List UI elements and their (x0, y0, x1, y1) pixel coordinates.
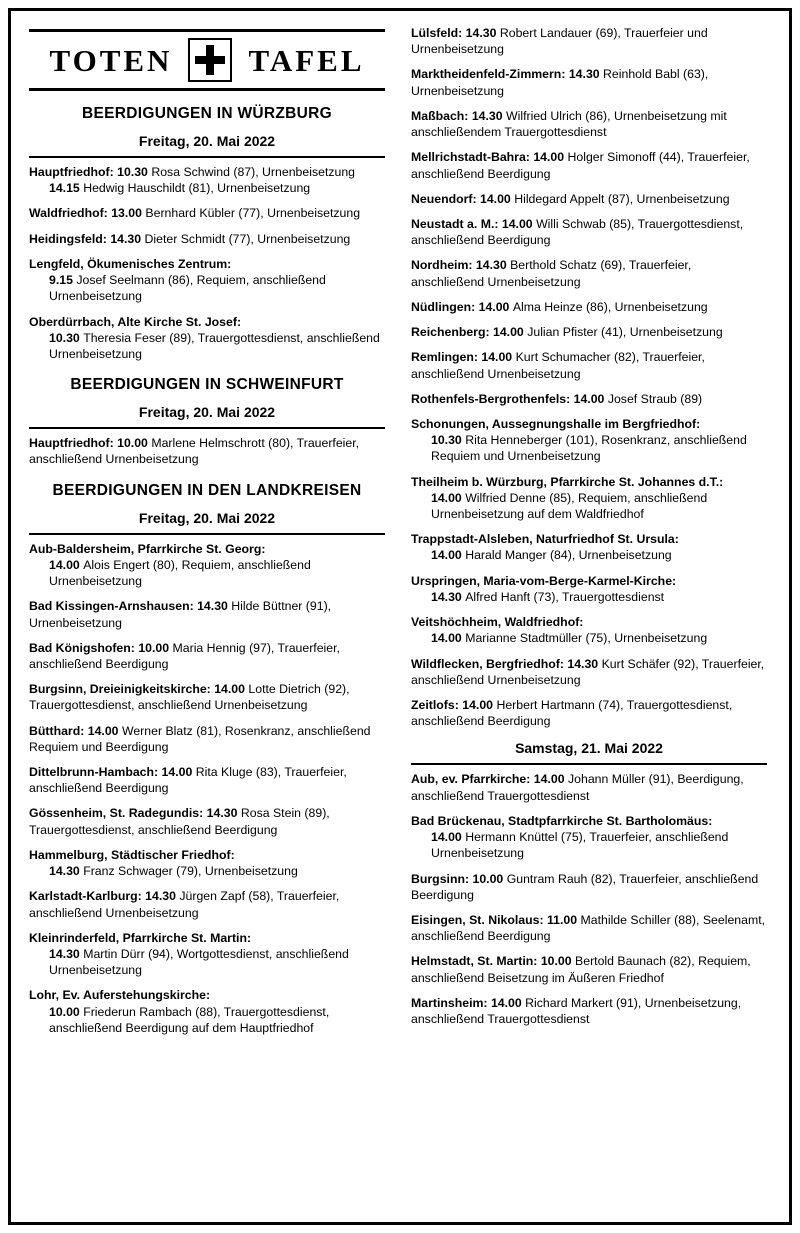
entry-line (29, 863, 385, 879)
obituary-entry (411, 573, 767, 605)
entry-place: Bad Königshofen: (29, 640, 139, 655)
entry-text: Bertold Baunach (82), Requiem, anschließend Beisetzung im Äußeren Friedhof (411, 954, 751, 985)
entry-place: Veitshöchheim, Waldfriedhof: (411, 615, 584, 630)
right-column (411, 25, 767, 1212)
entry-line (29, 272, 385, 304)
obituary-entry (29, 640, 385, 672)
entry-text: Berthold Schatz (69), Trauerfeier, anschließend Urnenbeisetzung (411, 258, 692, 289)
entry-time: 14.30 (465, 26, 500, 40)
entry-time: 14.00 (573, 391, 608, 406)
entry-time: 14.00 (462, 698, 497, 712)
obituary-entry (29, 435, 385, 467)
entry-line (411, 149, 767, 181)
entry-time: 9.15 (49, 273, 77, 288)
entry-time: 14.00 (161, 765, 196, 780)
obituary-entry (411, 149, 767, 181)
entry-text: Jürgen Zapf (58), Trauerfeier, anschließend Urnenbeisetzung (29, 889, 340, 920)
obituary-entry (411, 871, 767, 903)
entry-text: Richard Markert (91), Urnenbeisetzung, anschließend Trauergottesdienst (411, 995, 742, 1027)
entry-time: 14.00 (501, 216, 537, 231)
entry-text: Friederun Rambach (88), Trauergottesdienst, anschließend Beerdigung auf dem Hauptfriedhof (49, 1004, 330, 1035)
entry-time: 14.00 (214, 682, 249, 697)
entry-text: Kurt Schumacher (82), Trauerfeier, anschließend Urnenbeisetzung (411, 350, 705, 381)
entry-text: Willi Schwab (85), Trauergottesdienst, anschließend Beerdigung (411, 216, 744, 248)
entry-text: Josef Seelmann (86), Requiem, anschließend Urnenbeisetzung (49, 273, 326, 304)
entry-header (411, 416, 767, 432)
entry-header (411, 531, 767, 547)
entry-line (411, 953, 767, 985)
entry-line (411, 349, 767, 381)
entry-place: Rothenfels-Bergrothenfels: (411, 391, 574, 406)
obituary-entry (29, 987, 385, 1036)
entry-place: Kleinrinderfeld, Pfarrkirche St. Martin: (29, 930, 252, 945)
entry-line (411, 912, 767, 944)
obituary-entry (29, 805, 385, 837)
obituary-entry (411, 191, 767, 207)
obituary-entry (29, 205, 385, 221)
obituary-entry (411, 813, 767, 862)
entry-place: Martinsheim: (411, 995, 491, 1010)
obituary-entry (411, 656, 767, 688)
entry-place: Karlstadt-Karlburg: (29, 889, 146, 904)
obituary-entry (29, 723, 385, 755)
cross-horizontal (195, 56, 225, 64)
obituary-entry (411, 614, 767, 646)
obituary-entry (411, 391, 767, 407)
entry-text: Reinhold Babl (63), Urnenbeisetzung (411, 67, 709, 98)
entry-text: Maria Hennig (97), Trauerfeier, anschließend Beerdigung (29, 640, 340, 671)
obituary-entry (411, 66, 767, 98)
entry-text: Dieter Schmidt (77), Urnenbeisetzung (144, 231, 351, 246)
entry-line (411, 871, 767, 903)
obituary-entry (29, 930, 385, 979)
entry-header (29, 987, 385, 1003)
entry-header (29, 847, 385, 863)
entry-time: 14.00 (431, 830, 466, 845)
masthead (29, 29, 385, 91)
entry-time: 10.30 (431, 433, 466, 448)
obituary-entry (411, 531, 767, 563)
entry-line (411, 589, 767, 605)
entry-line (29, 681, 385, 713)
entry-place: Lohr, Ev. Auferstehungskirche: (29, 988, 211, 1003)
entry-time: 14.00 (87, 723, 122, 738)
entry-text: Wilfried Ulrich (86), Urnenbeisetzung mit anschließendem Trauergottesdienst (411, 108, 727, 140)
obituary-entry (411, 912, 767, 944)
entry-line (411, 216, 767, 248)
entry-place: Reichenberg: (411, 325, 493, 340)
entry-place: Dittelbrunn-Hambach: (29, 765, 162, 780)
entry-time: 14.00 (49, 557, 84, 572)
left-column (29, 25, 385, 1212)
entry-time: 14.15 (49, 181, 84, 196)
entry-text: Marlene Helmschrott (80), Trauerfeier, anschließend Urnenbeisetzung (29, 436, 360, 467)
entry-place: Bad Brückenau, Stadtpfarrkirche St. Bartholomäus: (411, 813, 713, 828)
entry-place: Neustadt a. M.: (411, 216, 502, 231)
obituary-entry (411, 771, 767, 803)
obituary-entry (29, 256, 385, 305)
cross-icon (188, 38, 232, 82)
entry-text: Josef Straub (89) (607, 391, 703, 406)
entry-header (411, 573, 767, 589)
entry-line (411, 299, 767, 315)
entry-place: Bad Kissingen-Arnshausen: (29, 599, 198, 614)
entry-text: Rosa Stein (89), Trauergottesdienst, anschließend Beerdigung (29, 806, 330, 837)
entry-time: 14.30 (471, 108, 507, 123)
entry-text: Johann Müller (91), Beerdigung, anschließend Trauergottesdienst (411, 772, 744, 803)
entry-text: Wilfried Denne (85), Requiem, anschließend Urnenbeisetzung auf dem Waldfriedhof (431, 490, 708, 522)
entry-place: Nordheim: (411, 258, 476, 273)
entry-header (411, 474, 767, 490)
entry-place: Waldfriedhof: (29, 206, 112, 221)
obituary-entry (29, 164, 385, 196)
entry-place: Hammelburg, Städtischer Friedhof: (29, 847, 235, 862)
entry-place: Maßbach: (411, 108, 472, 123)
entry-text: Kurt Schäfer (92), Trauerfeier, anschließend Urnenbeisetzung (411, 656, 765, 687)
entry-line (411, 490, 767, 522)
entry-place: Burgsinn: (411, 871, 473, 886)
entry-text: Lotte Dietrich (92), Trauergottesdienst, anschließend Urnenbeisetzung (29, 682, 350, 713)
obituary-entry (29, 598, 385, 630)
entry-line (29, 805, 385, 837)
entry-line (29, 946, 385, 978)
entry-text: Hedwig Hauschildt (81), Urnenbeisetzung (83, 181, 311, 196)
entry-time: 14.30 (206, 806, 241, 821)
entry-place: Gössenheim, St. Radegundis: (29, 806, 207, 821)
entry-line (411, 257, 767, 289)
entry-text: Bernhard Kübler (77), Urnenbeisetzung (145, 206, 361, 221)
entry-place: Nüdlingen: (411, 299, 479, 314)
section-date: Freitag, 20. Mai 2022 (29, 404, 385, 429)
entry-time: 14.00 (431, 548, 466, 563)
obituary-entry (411, 953, 767, 985)
entry-time: 14.30 (197, 599, 232, 614)
entry-place: Oberdürrbach, Alte Kirche St. Josef: (29, 314, 242, 329)
entry-text: Mathilde Schiller (88), Seelenamt, anschließend Beerdigung (411, 912, 766, 944)
entry-line (29, 330, 385, 362)
entry-line (411, 697, 767, 729)
obituary-entry (411, 25, 767, 57)
entry-place: Aub-Baldersheim, Pfarrkirche St. Georg: (29, 541, 266, 556)
entry-line (29, 598, 385, 630)
obituary-entry (29, 847, 385, 879)
obituary-entry (29, 888, 385, 920)
obituary-entry (411, 995, 767, 1027)
entry-time: 14.00 (533, 772, 568, 787)
entry-time: 14.00 (431, 490, 466, 505)
entry-place: Wildflecken, Bergfriedhof: (411, 656, 568, 671)
obituary-entry (29, 314, 385, 363)
entry-line (29, 640, 385, 672)
entry-text: Werner Blatz (81), Rosenkranz, anschließend Requiem und Beerdigung (29, 723, 371, 754)
entry-header (411, 813, 767, 829)
entry-text: Holger Simonoff (44), Trauerfeier, anschließend Beerdigung (411, 150, 750, 181)
entry-header (29, 930, 385, 946)
entry-header (29, 314, 385, 330)
entry-place: Urspringen, Maria-vom-Berge-Karmel-Kirche: (411, 573, 677, 588)
entry-text: Hermann Knüttel (75), Trauerfeier, anschließend Urnenbeisetzung (431, 830, 729, 861)
entry-place: Hauptfriedhof: (29, 165, 118, 179)
obituary-entry (411, 108, 767, 140)
entry-text: Rita Kluge (83), Trauerfeier, anschließend Beerdigung (29, 765, 347, 796)
entry-text: Hildegard Appelt (87), Urnenbeisetzung (514, 191, 730, 206)
entry-time: 10.00 (472, 871, 507, 886)
entry-header (29, 256, 385, 272)
entry-place: Heidingsfeld: (29, 231, 111, 246)
entry-text: Franz Schwager (79), Urnenbeisetzung (83, 864, 298, 879)
entry-place: Remlingen: (411, 350, 482, 365)
entry-text: Theresia Feser (89), Trauergottesdienst, anschließend Urnenbeisetzung (49, 330, 380, 361)
entry-time: 10.30 (49, 330, 84, 345)
obituary-entry (411, 216, 767, 248)
entry-line (29, 205, 385, 221)
entry-place: Marktheidenfeld-Zimmern: (411, 67, 569, 82)
entry-text: Robert Landauer (69), Trauerfeier und Urnenbeisetzung (411, 26, 708, 57)
entry-line (411, 547, 767, 563)
entry-time: 14.00 (480, 191, 515, 206)
entry-time: 14.30 (49, 947, 84, 961)
entry-time: 14.00 (481, 350, 516, 365)
entry-line (411, 391, 767, 407)
masthead-word-right: TAFEL (248, 42, 365, 78)
entry-line (411, 66, 767, 98)
entry-line (29, 180, 385, 196)
entry-line (411, 324, 767, 340)
entry-place: Trappstadt-Alsleben, Naturfriedhof St. Ursula: (411, 532, 679, 547)
masthead-word-left: TOTEN (49, 42, 173, 78)
entry-place: Lengfeld, Ökumenisches Zentrum: (29, 256, 232, 271)
entry-text: Julian Pfister (41), Urnenbeisetzung (527, 325, 723, 340)
entry-line (29, 764, 385, 796)
entry-line (411, 995, 767, 1027)
entry-line (29, 231, 385, 247)
entry-time: 14.30 (475, 258, 511, 273)
entry-line (411, 656, 767, 688)
entry-place: Mellrichstadt-Bahra: (411, 150, 534, 165)
entry-header (29, 541, 385, 557)
obituary-entry (411, 697, 767, 729)
entry-time: 14.30 (431, 589, 466, 604)
entry-time: 13.00 (111, 206, 146, 221)
entry-time: 14.30 (567, 656, 602, 671)
entry-text: Harald Manger (84), Urnenbeisetzung (465, 548, 672, 563)
entry-time: 14.00 (478, 299, 513, 314)
entry-time: 14.30 (49, 864, 84, 879)
entry-place: Aub, ev. Pfarrkirche: (411, 772, 534, 787)
section-title: BEERDIGUNGEN IN WÜRZBURG (81, 105, 333, 122)
entry-line (411, 829, 767, 861)
entry-text: Hilde Büttner (91), Urnenbeisetzung (29, 599, 332, 630)
entry-place: Neuendorf: (411, 191, 480, 206)
entry-line (29, 435, 385, 467)
entry-time: 14.30 (568, 67, 604, 82)
entry-line (29, 888, 385, 920)
obituary-entry (29, 541, 385, 590)
entry-line (411, 432, 767, 464)
entry-text: Alma Heinze (86), Urnenbeisetzung (512, 299, 708, 314)
obituary-entry (411, 299, 767, 315)
entry-text: Alfred Hanft (73), Trauergottesdienst (465, 589, 665, 604)
entry-place: Schonungen, Aussegnungshalle im Bergfriedhof: (411, 416, 701, 431)
entry-time: 10.00 (540, 954, 576, 969)
entry-header (411, 614, 767, 630)
entry-time: 10.30 (117, 165, 152, 179)
entry-line (29, 557, 385, 589)
entry-time: 14.00 (493, 325, 528, 340)
entry-line (411, 108, 767, 140)
entry-place: Helmstadt, St. Martin: (411, 954, 541, 969)
section-date: Freitag, 20. Mai 2022 (29, 510, 385, 535)
entry-text: Rita Henneberger (101), Rosenkranz, anschließend Requiem und Urnenbeisetzung (431, 433, 747, 464)
entry-text: Herbert Hartmann (74), Trauergottesdienst, anschließend Beerdigung (411, 698, 733, 729)
obituary-entry (411, 474, 767, 523)
entry-text: Rosa Schwind (87), Urnenbeisetzung (151, 165, 356, 179)
entry-line (411, 191, 767, 207)
entry-time: 10.00 (49, 1004, 84, 1019)
obituary-entry (29, 764, 385, 796)
entry-line (411, 630, 767, 646)
entry-time: 10.00 (117, 436, 152, 451)
entry-time: 14.00 (533, 150, 568, 165)
section-date: Samstag, 21. Mai 2022 (411, 738, 767, 765)
entry-place: Zeitlofs: (411, 698, 463, 712)
entry-place: Burgsinn, Dreieinigkeitskirche: (29, 682, 215, 697)
entry-time: 14.00 (490, 995, 526, 1010)
entry-time: 10.00 (138, 640, 173, 655)
obituary-entry (411, 416, 767, 465)
section-title: BEERDIGUNGEN IN DEN LANDKREISEN (52, 481, 362, 499)
entry-place: Eisingen, St. Nikolaus: (411, 912, 547, 927)
two-column-layout (29, 25, 771, 1212)
entry-line (411, 25, 767, 57)
entry-line (29, 1004, 385, 1036)
obituary-entry (29, 681, 385, 713)
section-title: BEERDIGUNGEN IN SCHWEINFURT (70, 376, 344, 394)
entry-text: Alois Engert (80), Requiem, anschließend Urnenbeisetzung (49, 557, 311, 589)
section-date: Freitag, 20. Mai 2022 (29, 133, 385, 158)
entry-time: 14.30 (110, 231, 145, 246)
page-frame (8, 8, 792, 1225)
obituary-entry (29, 231, 385, 247)
entry-time: 14.30 (145, 889, 180, 904)
entry-line (29, 164, 385, 180)
entry-place: Bütthard: (29, 723, 88, 738)
entry-time: 14.00 (431, 631, 466, 646)
entry-text: Guntram Rauh (82), Trauerfeier, anschließend Beerdigung (411, 871, 759, 902)
entry-time: 11.00 (546, 912, 581, 927)
obituary-entry (411, 257, 767, 289)
entry-place: Theilheim b. Würzburg, Pfarrkirche St. Johannes d.T.: (411, 474, 724, 489)
entry-place: Lülsfeld: (411, 26, 466, 40)
entry-place: Hauptfriedhof: (29, 436, 118, 451)
entry-text: Martin Dürr (94), Wortgottesdienst, anschließend Urnenbeisetzung (49, 947, 349, 978)
entry-line (29, 723, 385, 755)
obituary-entry (411, 324, 767, 340)
obituary-entry (411, 349, 767, 381)
entry-line (411, 771, 767, 803)
entry-text: Marianne Stadtmüller (75), Urnenbeisetzung (465, 631, 708, 646)
